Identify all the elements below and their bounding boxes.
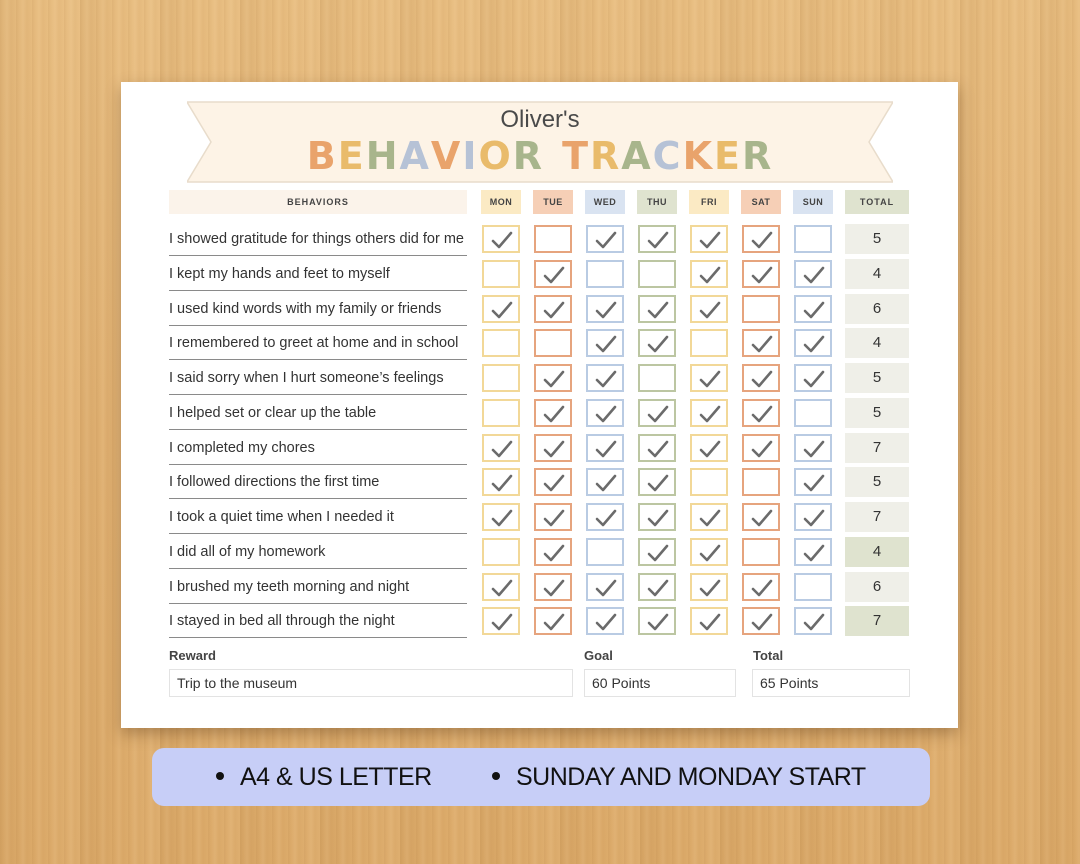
checkbox-fri[interactable] [690,434,728,462]
checkbox-thu[interactable] [638,538,676,566]
checkbox-sun[interactable] [794,225,832,253]
behavior-label: I showed gratitude for things others did for me [169,222,467,256]
checkbox-tue[interactable] [534,573,572,601]
behavior-tracker-sheet [121,82,958,728]
day-header-thu: THU [637,190,677,214]
checkbox-sat[interactable] [742,503,780,531]
promo-banner [152,748,930,806]
checkbox-sun[interactable] [794,434,832,462]
checkbox-sun[interactable] [794,364,832,392]
title-letter: I [462,134,479,178]
checkbox-sun[interactable] [794,295,832,323]
behavior-label: I helped set or clear up the table [169,396,467,430]
promo-item-sizes [216,748,432,806]
title-letter: K [682,134,715,178]
checkbox-mon[interactable] [482,468,520,496]
checkbox-mon[interactable] [482,399,520,427]
promo-item-start [492,748,866,806]
title-letter: O [478,134,513,178]
behavior-label: I kept my hands and feet to myself [169,257,467,291]
checkbox-sat[interactable] [742,295,780,323]
behavior-label: I used kind words with my family or friends [169,292,467,326]
title-letter: E [337,134,366,178]
checkbox-fri[interactable] [690,399,728,427]
checkbox-sat[interactable] [742,573,780,601]
row-total: 5 [845,224,909,254]
checkbox-sun[interactable] [794,329,832,357]
bullet-icon [216,772,224,780]
checkbox-mon[interactable] [482,538,520,566]
title-letter: V [430,134,463,178]
title-letter: R [589,134,622,178]
checkbox-tue[interactable] [534,468,572,496]
behavior-label: I completed my chores [169,431,467,465]
checkbox-wed[interactable] [586,295,624,323]
checkbox-fri[interactable] [690,364,728,392]
checkbox-wed[interactable] [586,607,624,635]
checkbox-sat[interactable] [742,538,780,566]
checkbox-tue[interactable] [534,503,572,531]
behavior-label: I followed directions the first time [169,465,467,499]
checkbox-thu[interactable] [638,434,676,462]
day-header-sat: SAT [741,190,781,214]
row-total: 5 [845,363,909,393]
checkbox-fri[interactable] [690,260,728,288]
checkbox-fri[interactable] [690,607,728,635]
row-total: 4 [845,537,909,567]
row-total: 7 [845,433,909,463]
checkbox-thu[interactable] [638,295,676,323]
row-total: 7 [845,606,909,636]
checkbox-tue[interactable] [534,364,572,392]
checkbox-mon[interactable] [482,329,520,357]
checkbox-mon[interactable] [482,503,520,531]
title-letter: A [621,134,653,178]
checkbox-mon[interactable] [482,295,520,323]
checkbox-sun[interactable] [794,260,832,288]
checkbox-mon[interactable] [482,260,520,288]
tracker-title [187,134,893,178]
checkbox-fri[interactable] [690,329,728,357]
day-header-fri: FRI [689,190,729,214]
checkbox-sun[interactable] [794,573,832,601]
checkbox-thu[interactable] [638,225,676,253]
day-header-tue: TUE [533,190,573,214]
row-total: 5 [845,467,909,497]
checkbox-sat[interactable] [742,468,780,496]
title-letter: B [306,134,338,178]
checkbox-sun[interactable] [794,468,832,496]
behaviors-header: BEHAVIORS [169,190,467,214]
title-letter: E [714,134,742,178]
checkbox-thu[interactable] [638,607,676,635]
checkbox-thu[interactable] [638,503,676,531]
checkbox-tue[interactable] [534,260,572,288]
checkbox-thu[interactable] [638,399,676,427]
checkbox-thu[interactable] [638,364,676,392]
title-letter: C [652,134,683,178]
checkbox-thu[interactable] [638,260,676,288]
checkbox-wed[interactable] [586,468,624,496]
checkbox-sat[interactable] [742,260,780,288]
checkbox-sun[interactable] [794,503,832,531]
total-header: TOTAL [845,190,909,214]
behavior-label: I said sorry when I hurt someone’s feelings [169,361,467,395]
day-header-sun: SUN [793,190,833,214]
checkbox-fri[interactable] [690,468,728,496]
title-letter: R [741,134,774,178]
checkbox-tue[interactable] [534,295,572,323]
checkbox-fri[interactable] [690,225,728,253]
checkbox-tue[interactable] [534,225,572,253]
checkbox-tue[interactable] [534,434,572,462]
checkbox-wed[interactable] [586,538,624,566]
checkbox-wed[interactable] [586,399,624,427]
checkbox-sat[interactable] [742,399,780,427]
checkbox-wed[interactable] [586,434,624,462]
title-letter: R [512,134,545,178]
behavior-label: I remembered to greet at home and in school [169,326,467,360]
checkbox-tue[interactable] [534,329,572,357]
title-banner [187,100,893,184]
owner-name: Oliver's [500,106,580,133]
checkbox-sat[interactable] [742,329,780,357]
promo-start-text: SUNDAY AND MONDAY START [516,763,866,791]
checkbox-wed[interactable] [586,329,624,357]
checkbox-mon[interactable] [482,364,520,392]
title-letter: A [399,134,431,178]
checkbox-sat[interactable] [742,364,780,392]
day-header-wed: WED [585,190,625,214]
checkbox-tue[interactable] [534,607,572,635]
checkbox-wed[interactable] [586,260,624,288]
checkbox-tue[interactable] [534,399,572,427]
behavior-label: I did all of my homework [169,535,467,569]
title-letter: T [562,134,590,178]
checkbox-mon[interactable] [482,607,520,635]
row-total: 6 [845,572,909,602]
checkbox-fri[interactable] [690,503,728,531]
reward-label: Reward [169,648,216,663]
row-total: 5 [845,398,909,428]
checkbox-sat[interactable] [742,225,780,253]
checkbox-fri[interactable] [690,295,728,323]
day-header-mon: MON [481,190,521,214]
row-total: 4 [845,259,909,289]
checkbox-tue[interactable] [534,538,572,566]
reward-field[interactable]: Trip to the museum [169,669,573,697]
checkbox-sun[interactable] [794,607,832,635]
total-field[interactable]: 65 Points [752,669,910,697]
total-label: Total [753,648,784,663]
checkbox-fri[interactable] [690,573,728,601]
behavior-label: I stayed in bed all through the night [169,604,467,638]
bullet-icon [492,772,500,780]
checkbox-thu[interactable] [638,468,676,496]
goal-label: Goal [584,648,613,663]
row-total: 7 [845,502,909,532]
checkbox-thu[interactable] [638,329,676,357]
behavior-label: I brushed my teeth morning and night [169,570,467,604]
checkbox-thu[interactable] [638,573,676,601]
checkbox-wed[interactable] [586,573,624,601]
checkbox-fri[interactable] [690,538,728,566]
checkbox-sun[interactable] [794,538,832,566]
checkbox-sat[interactable] [742,607,780,635]
checkbox-mon[interactable] [482,434,520,462]
behavior-label: I took a quiet time when I needed it [169,500,467,534]
row-total: 4 [845,328,909,358]
checkbox-mon[interactable] [482,573,520,601]
checkbox-sat[interactable] [742,434,780,462]
checkbox-wed[interactable] [586,225,624,253]
row-total: 6 [845,294,909,324]
goal-field[interactable]: 60 Points [584,669,736,697]
checkbox-wed[interactable] [586,503,624,531]
checkbox-mon[interactable] [482,225,520,253]
title-letter: H [365,134,400,178]
checkbox-sun[interactable] [794,399,832,427]
checkbox-wed[interactable] [586,364,624,392]
promo-sizes-text: A4 & US LETTER [240,763,432,791]
